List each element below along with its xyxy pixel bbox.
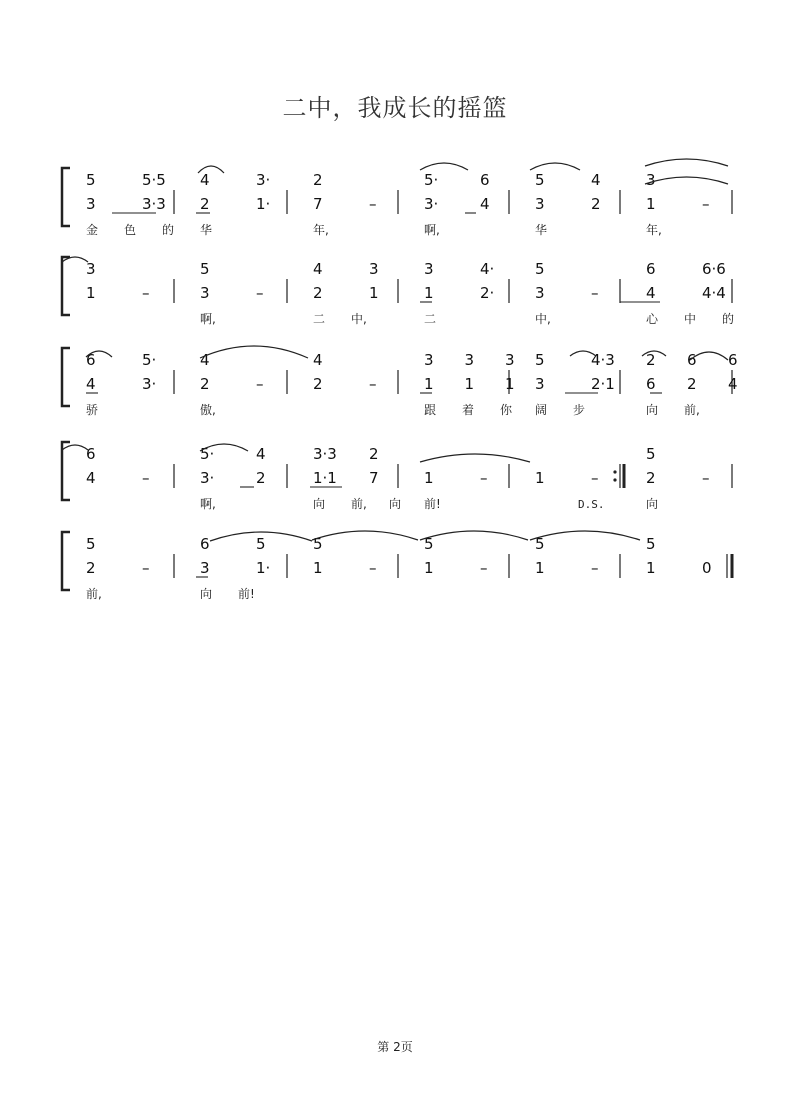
upper-note: 5 [256, 535, 266, 553]
lyric-word: 心 [646, 312, 659, 326]
lower-note: – [480, 469, 488, 487]
upper-note: 6 [646, 260, 656, 278]
lyric-word: 前, [351, 497, 367, 511]
lower-note: 1 [86, 284, 96, 302]
upper-note: 5 [86, 171, 96, 189]
score-title: 二中，我成长的摇篮 [282, 94, 508, 122]
lyric-word: 前! [424, 497, 441, 511]
lower-note: 1· [256, 559, 271, 577]
lyric-word: 中 [684, 312, 697, 326]
lower-note: 1 [535, 559, 545, 577]
lyric-word: 向 [646, 403, 659, 417]
lower-note: 2 [200, 375, 210, 393]
lower-note: 7 [369, 469, 379, 487]
lower-note: 3·3 [142, 195, 166, 213]
upper-note: 4 [200, 171, 210, 189]
lower-note: 4·4 [702, 284, 726, 302]
upper-note: 5 [424, 535, 434, 553]
lower-note: – [369, 559, 377, 577]
upper-note: 5 [535, 171, 545, 189]
slur [420, 454, 530, 462]
lower-note: 4 [480, 195, 490, 213]
lower-note: 1 [424, 559, 434, 577]
upper-note: 6 [86, 445, 96, 463]
upper-note: 4 [256, 445, 266, 463]
ds-mark: D.S. [578, 498, 605, 511]
upper-note: 2 [313, 171, 323, 189]
lyric-word: 跟 [424, 403, 437, 417]
lower-note: 1 [535, 469, 545, 487]
upper-note: 3 [646, 171, 656, 189]
upper-note: 5 [200, 260, 210, 278]
slur [420, 531, 528, 540]
lyric-word: 步 [573, 403, 586, 417]
upper-note: 3 [86, 260, 96, 278]
lower-note: – [591, 284, 599, 302]
slur [200, 346, 308, 358]
lyric-word: 向 [200, 587, 213, 601]
lower-note: 3 [535, 195, 545, 213]
upper-note: 5 [535, 260, 545, 278]
slur [62, 445, 88, 450]
lower-note: 2· [480, 284, 495, 302]
system-bracket [62, 348, 70, 406]
lower-note: 2 [313, 375, 323, 393]
upper-note: 4 [200, 351, 210, 369]
lyric-word: 二 [313, 312, 326, 326]
lower-note: – [480, 559, 488, 577]
repeat-dot [613, 478, 616, 481]
lyric-word: 你 [500, 403, 513, 417]
upper-note: 5 [535, 351, 545, 369]
lower-note: 1 [424, 469, 434, 487]
upper-note: 6 [480, 171, 490, 189]
lower-note: 2 [256, 469, 266, 487]
lower-note: 7 [313, 195, 323, 213]
lower-note: 2 [687, 375, 697, 393]
lower-note: 1·1 [313, 469, 337, 487]
lower-note: 2·1 [591, 375, 615, 393]
slur [420, 163, 468, 170]
upper-note: 2 [369, 445, 379, 463]
lower-note: – [142, 559, 150, 577]
system-bracket [62, 168, 70, 226]
lyric-word: 向 [646, 497, 659, 511]
upper-note: 4 [591, 171, 601, 189]
lower-note: 2 [86, 559, 96, 577]
upper-note: 5·5 [142, 171, 166, 189]
system-bracket [62, 257, 70, 315]
lower-note: – [591, 559, 599, 577]
upper-note: 4·3 [591, 351, 615, 369]
lyric-word: 傲, [200, 403, 216, 417]
upper-note: 2 [646, 351, 656, 369]
slur [530, 531, 640, 540]
lyric-word: 啊, [200, 312, 216, 326]
lower-note: 1 [313, 559, 323, 577]
lower-note: 6 [646, 375, 656, 393]
lyric-word: 前, [86, 587, 102, 601]
upper-note: 6 [200, 535, 210, 553]
lower-note: – [702, 195, 710, 213]
lower-note: – [369, 195, 377, 213]
lower-note: 2 [200, 195, 210, 213]
upper-note: 6 [86, 351, 96, 369]
upper-note: 4· [480, 260, 495, 278]
lyric-word: 的 [722, 312, 735, 326]
lyric-word: 色 [124, 223, 137, 237]
lyric-word: 金 [86, 223, 99, 237]
lower-note: 1 [464, 375, 475, 393]
slur [645, 177, 728, 184]
lyric-word: 前! [238, 587, 255, 601]
lower-note: 3 [535, 375, 545, 393]
upper-note: 5 [535, 535, 545, 553]
lower-note: 1 [646, 559, 656, 577]
system-bracket [62, 442, 70, 500]
lower-note: – [702, 469, 710, 487]
lyric-word: 啊, [200, 497, 216, 511]
lower-note: 1 [646, 195, 656, 213]
upper-note: 5· [200, 445, 215, 463]
lyric-word: 二 [424, 312, 437, 326]
lower-note: 3· [142, 375, 157, 393]
lower-note: 3 [535, 284, 545, 302]
lyric-word: 中, [351, 312, 367, 326]
lower-note: – [256, 375, 264, 393]
lower-note: 2 [646, 469, 656, 487]
lyric-word: 向 [313, 497, 326, 511]
lower-note: 1 [369, 284, 379, 302]
lower-note: 4 [728, 375, 738, 393]
upper-note: 4 [313, 260, 323, 278]
lyric-word: 向 [389, 497, 402, 511]
lower-note: 2 [591, 195, 601, 213]
lower-note: 1 [505, 375, 515, 393]
slur [645, 159, 728, 166]
lyric-word: 着 [462, 403, 475, 417]
lower-note: 1· [256, 195, 271, 213]
lower-note: – [256, 284, 264, 302]
lower-note: – [142, 284, 150, 302]
lyric-word: 华 [535, 223, 548, 237]
lyric-word: 的 [162, 223, 175, 237]
lower-note: 0 [702, 559, 712, 577]
upper-note: 4 [313, 351, 323, 369]
lower-note: – [591, 469, 599, 487]
lower-note: 3· [200, 469, 215, 487]
lower-note: 2 [313, 284, 323, 302]
lyric-word: 骄 [86, 403, 99, 417]
upper-note: 5 [646, 535, 656, 553]
lower-note: 1 [424, 375, 434, 393]
repeat-dot [613, 470, 616, 473]
upper-note: 5 [646, 445, 656, 463]
upper-note: 6 [687, 351, 697, 369]
slur [530, 163, 580, 170]
lyric-word: 中, [535, 312, 551, 326]
lower-note: 4 [86, 375, 96, 393]
lyric-word: 年, [313, 223, 329, 237]
lower-note: 3· [424, 195, 439, 213]
lyric-word: 年, [646, 223, 662, 237]
upper-note: 5· [424, 171, 439, 189]
lyric-word: 阔 [535, 403, 548, 417]
upper-note: 6·6 [702, 260, 726, 278]
upper-note: 5 [86, 535, 96, 553]
upper-note: 3 [505, 351, 515, 369]
upper-note: 3 [369, 260, 379, 278]
lyric-word: 华 [200, 223, 213, 237]
lyric-word: 前, [684, 403, 700, 417]
upper-note: 3· [256, 171, 271, 189]
upper-note: 6 [728, 351, 738, 369]
upper-note: 5· [142, 351, 157, 369]
lower-note: 3 [86, 195, 96, 213]
lower-note: 4 [646, 284, 656, 302]
lower-note: 4 [86, 469, 96, 487]
upper-note: 3 [424, 260, 434, 278]
upper-note: 5 [313, 535, 323, 553]
lower-note: 3 [200, 284, 210, 302]
system-bracket [62, 532, 70, 590]
slur [312, 531, 418, 540]
page-number: 第 2页 [377, 1040, 413, 1054]
upper-note: 3 [424, 351, 434, 369]
lower-note: – [369, 375, 377, 393]
lower-note: 1 [424, 284, 434, 302]
upper-note: 3 [464, 351, 475, 369]
lyric-word: 啊, [424, 223, 440, 237]
lower-note: – [142, 469, 150, 487]
lower-note: 3 [200, 559, 210, 577]
upper-note: 3·3 [313, 445, 337, 463]
